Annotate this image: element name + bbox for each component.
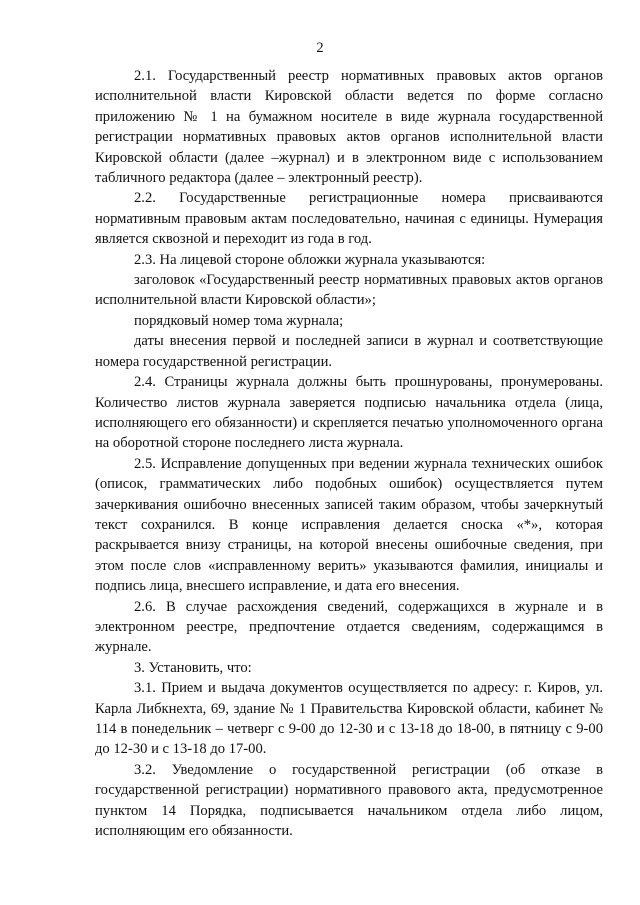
paragraph-2-3-item-dates: даты внесения первой и последней записи в журнал и соответствующие номера государственной регистрации. — [95, 333, 603, 370]
paragraph-2-3-item-volume: порядковый номер тома журнала; — [134, 312, 344, 329]
paragraph-3: 3. Установить, что: — [134, 659, 252, 676]
page-number: 2 — [316, 40, 324, 56]
paragraph-2-4: 2.4. Страницы журнала должны быть прошнурованы, пронумерованы. Количество листов журнала заверяется подписью начальника отдела (лица, исполняющего его обязанности) и скрепляется печатью уполномоченного органа на оборотной стороне последнего листа журнала. — [95, 374, 603, 452]
paragraph-3-1: 3.1. Прием и выдача документов осуществляется по адресу: г. Киров, ул. Карла Либкнехта, 69, здание № 1 Правительства Кировской области, кабинет № 114 в понедельник – четверг с 9-00 до 12-30 и с 13-18 до 18-00, в пятницу с 9-00 до 12-30 и с 13-18 до 17-00. — [95, 680, 603, 758]
paragraph-2-3: 2.3. На лицевой стороне обложки журнала указываются: — [134, 251, 486, 268]
paragraph-2-2: 2.2. Государственные регистрационные номера присваиваются нормативным правовым актам последовательно, начиная с единицы. Нумерация является сквозной и переходит из года в год. — [95, 190, 603, 248]
paragraph-3-2: 3.2. Уведомление о государственной регистрации (об отказе в государственной регистрации) нормативного правового акта, предусмотренное пунктом 14 Порядка, подписывается начальником отдела либо лицом, исполняющим его обязанности. — [95, 761, 603, 840]
paragraph-2-5: 2.5. Исправление допущенных при ведении журнала технических ошибок (описок, грамматических либо подобных ошибок) осуществляется путем зачеркивания ошибочно внесенных записей таким образом, чтобы зачеркнутый текст сохранился. В конце исправления делается сноска «*», которая раскрывается внизу страницы, на которой внесены ошибочные сведения, при этом после слов «исправленному верить» указываются фамилия, инициалы и подпись лица, внесшего исправление, и дата его внесения. — [95, 455, 603, 595]
paragraph-2-1: 2.1. Государственный реестр нормативных правовых актов органов исполнительной власти Кировской области ведется по форме согласно приложению № 1 на бумажном носителе в виде журнала государственной регистрации нормативных правовых актов органов исполнительной власти Кировской области (далее –журнал) и в электронном виде с использованием табличного редактора (далее – электронный реестр). — [95, 68, 603, 187]
paragraph-2-6: 2.6. В случае расхождения сведений, содержащихся в журнале и в электронном реестре, предпочтение отдается сведениям, содержащимся в журнале. — [95, 598, 603, 656]
document-body — [95, 66, 603, 841]
paragraph-2-3-item-title: заголовок «Государственный реестр нормативных правовых актов органов исполнительной власти Кировской области»; — [95, 272, 603, 309]
